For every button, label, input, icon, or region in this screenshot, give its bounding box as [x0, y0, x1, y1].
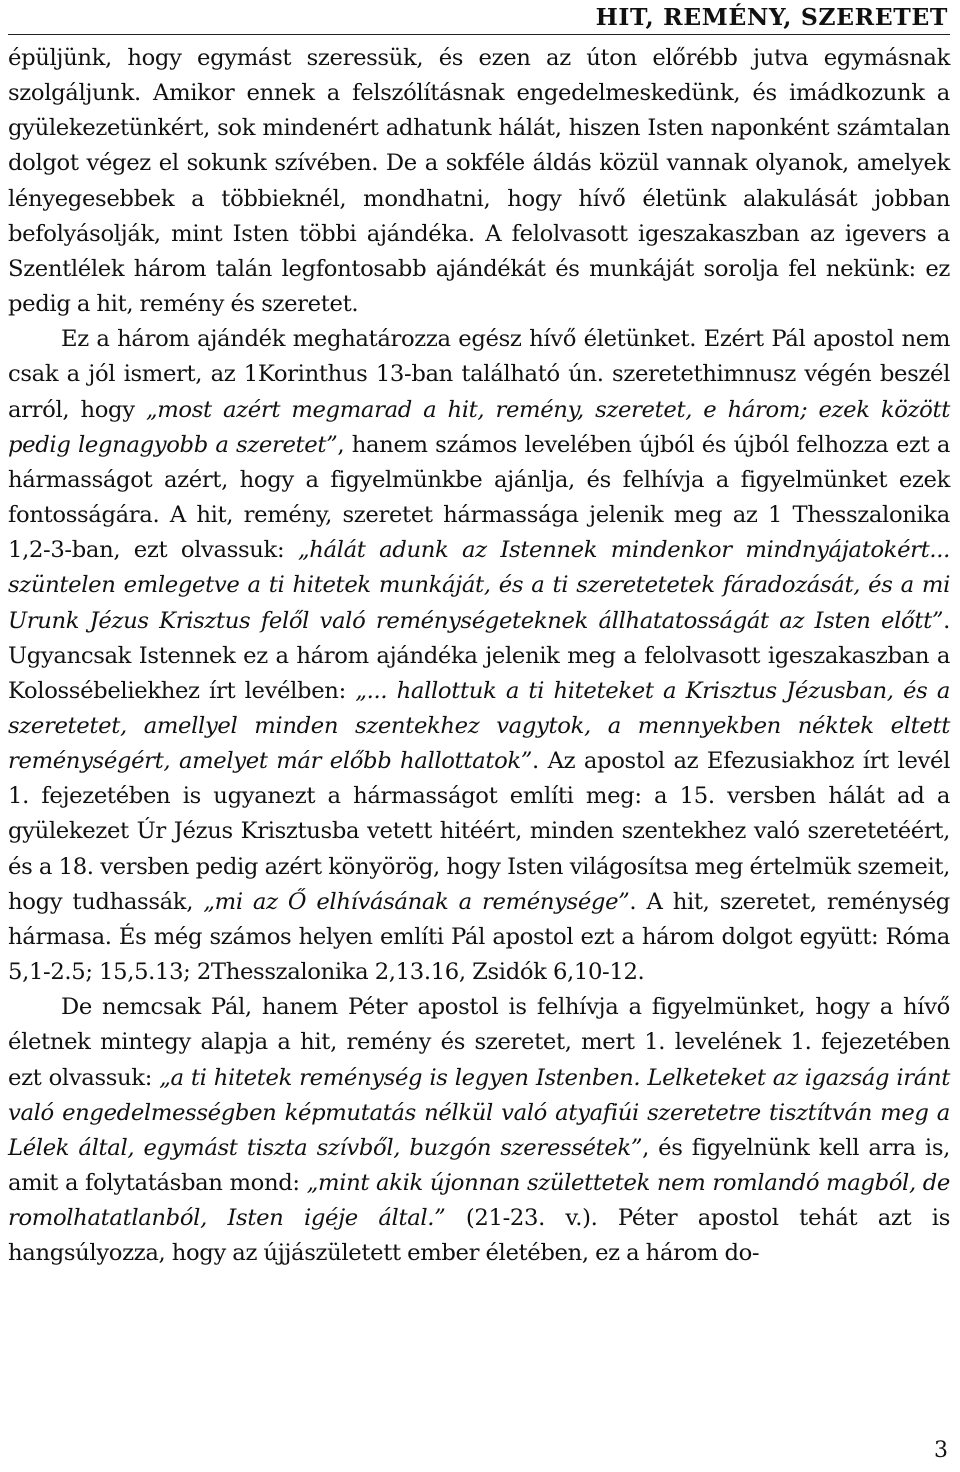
paragraph — [8, 41, 950, 322]
body-text — [8, 41, 950, 1271]
text-run: . Ugyancsak Istennek ez a három ajándéka jelenik meg a felolvasott igeszakaszban a Kolossébeliekhez írt levélben: — [8, 607, 950, 704]
quotation: „hálát adunk az Istennek mindenkor mindnyájatokért... szüntelen emlegetve a ti hitetek munkáját, és a ti szeretetetek fáradozását, és a mi Urunk Jézus Krisztus felől való reménységeteknek állhatatosságát az Isten előtt” — [8, 537, 950, 634]
text-run: épüljünk, hogy egymást szeressük, és ezen az úton előrébb jutva egymásnak szolgáljunk. Amikor ennek a felszólításnak engedelmeskedünk, és imádkozunk a gyülekezetünkért, sok mindenért adhatunk hálát, hiszen Isten naponként számtalan dolgot végez el sokunk szívében. De a sokféle áldás közül vannak olyanok, amelyek lényegesebbek a többieknél, mondhatni, hogy hívő életünk alakulását jobban befolyásolják, mint Isten többi ajándéka. A felolvasott igeszakaszban az igevers a Szentlélek három talán legfontosabb ajándékát és munkáját sorolja fel nekünk: ez pedig a hit, remény és szeretet. — [8, 45, 950, 318]
text-run: , hanem számos levelében újból és újból felhozza ezt a hármasságot azért, hogy a figyelmünkbe ajánlja, és felhívja a figyelmünket ezek fontosságára. A hit, remény, szeretet hármassága jelenik meg az 1 Thesszalonika 1,2-3-ban, ezt olvassuk: — [8, 431, 950, 564]
text-run: (21-23. v.). Péter apostol tehát azt is hangsúlyozza, hogy az újjászületett ember életében, ez a három do- — [8, 1205, 950, 1267]
quotation: „a ti hitetek reménység is legyen Istenben. Lelketeket az igazság iránt való engedelmességben képmutatás nélkül való atyafiúi szeretetre tisztítván meg a Lélek által, egymást tiszta szívből, buzgón szeressétek” — [8, 1064, 950, 1161]
text-run: . Az apostol az Efezusiakhoz írt levél 1. fejezetében is ugyanezt a hármasságot említi meg: a 15. versben hálát ad a gyülekezet Úr Jézus Krisztusba vetett hitéért, minden szentekhez való szeretetéért, és a 18. versben pedig azért könyörög, hogy Isten világosítsa meg értelmük szemeit, hogy tudhassák, — [8, 748, 950, 915]
running-head: HIT, REMÉNY, SZERETET — [8, 0, 950, 35]
quotation: „mi az Ő elhívásának a reménysége” — [203, 888, 630, 915]
text-run: Ez a három ajándék meghatározza egész hívő életünket. Ezért Pál apostol nem csak a jól ismert, az 1Korinthus 13-ban található ún. szeretethimnusz végén beszél arról, hogy — [8, 326, 950, 423]
text-run: . A hit, szeretet, reménység hármasa. És még számos helyen említi Pál apostol ezt a három dolgot együtt: Róma 5,1-2.5; 15,5.13; 2Thesszalonika 2,13.16, Zsidók 6,10-12. — [8, 888, 950, 986]
paragraph — [8, 990, 950, 1271]
text-run: , és figyelnünk kell arra is, amit a folytatásban mond: — [8, 1134, 950, 1196]
quotation: „... hallottuk a ti hiteteket a Krisztus Jézusban, és a szeretetet, amellyel minden szentekhez vagytok, a mennyekben néktek eltett reménységért, amelyet már előbb hallottatok” — [8, 677, 950, 775]
quotation: „most azért megmarad a hit, remény, szeretet, e három; ezek között pedig legnagyobb a szeretet” — [8, 396, 950, 458]
text-run: De nemcsak Pál, hanem Péter apostol is felhívja a figyelmünket, hogy a hívő életnek mintegy alapja a hit, remény és szeretet, mert 1. levelének 1. fejezetében ezt olvassuk: — [8, 994, 950, 1091]
paragraph — [8, 322, 950, 990]
quotation: „mint akik újonnan születtetek nem romlandó magból, de romolhatatlanból, Isten igéje által.” — [8, 1170, 950, 1232]
page-number: 3 — [934, 1438, 948, 1463]
